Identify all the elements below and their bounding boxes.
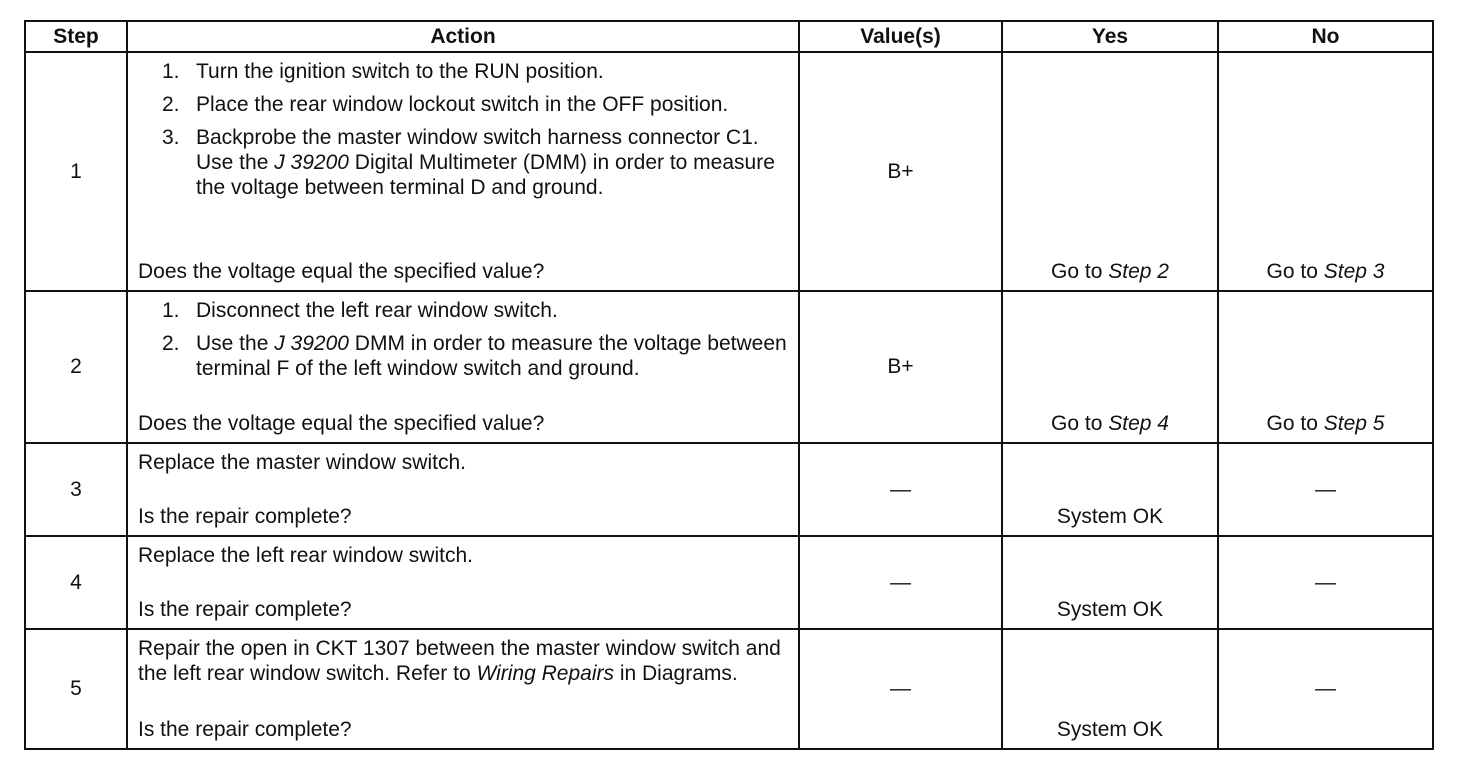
action-step: 2. Use the J 39200 DMM in order to measure the voltage between terminal F of the left window switch and ground. xyxy=(162,332,787,380)
value-cell: B+ xyxy=(799,52,1002,291)
value-cell: — xyxy=(799,629,1002,749)
action-step: 1. Turn the ignition switch to the RUN position. xyxy=(162,60,604,83)
step-number: 5 xyxy=(25,629,127,749)
no-cell: — xyxy=(1218,443,1433,536)
header-step: Step xyxy=(25,21,127,52)
step-number: 1 xyxy=(25,52,127,291)
table-row xyxy=(25,443,1433,536)
yes-cell: Go to Step 4 xyxy=(1002,291,1218,443)
action-cell xyxy=(127,629,799,749)
diagnostic-table xyxy=(24,20,1434,750)
header-values: Value(s) xyxy=(799,21,1002,52)
action-question: Is the repair complete? xyxy=(138,718,352,741)
action-step: 1. Disconnect the left rear window switch. xyxy=(162,299,558,322)
table-row xyxy=(25,52,1433,291)
no-cell: Go to Step 3 xyxy=(1218,52,1433,291)
action-cell xyxy=(127,536,799,629)
action-cell xyxy=(127,291,799,443)
no-cell: Go to Step 5 xyxy=(1218,291,1433,443)
action-text: Replace the master window switch. xyxy=(138,451,466,474)
yes-cell: System OK xyxy=(1002,536,1218,629)
step-number: 2 xyxy=(25,291,127,443)
step-number: 4 xyxy=(25,536,127,629)
action-step: 3. Backprobe the master window switch harness connector C1. Use the J 39200 Digital Multimeter (DMM) in order to measure the voltage between terminal D and ground. xyxy=(162,126,775,199)
action-question: Is the repair complete? xyxy=(138,505,352,528)
action-question: Does the voltage equal the specified value? xyxy=(138,260,545,283)
value-cell: B+ xyxy=(799,291,1002,443)
header-no: No xyxy=(1218,21,1433,52)
action-question: Is the repair complete? xyxy=(138,598,352,621)
action-step: 2. Place the rear window lockout switch in the OFF position. xyxy=(162,93,729,116)
action-text: Repair the open in CKT 1307 between the master window switch and the left rear window switch. Refer to Wiring Repairs in Diagrams. xyxy=(138,637,781,685)
header-row xyxy=(25,21,1433,52)
action-cell xyxy=(127,52,799,291)
table-row xyxy=(25,291,1433,443)
value-cell: — xyxy=(799,443,1002,536)
value-cell: — xyxy=(799,536,1002,629)
action-text: Replace the left rear window switch. xyxy=(138,544,473,567)
no-cell: — xyxy=(1218,629,1433,749)
yes-cell: Go to Step 2 xyxy=(1002,52,1218,291)
header-yes: Yes xyxy=(1002,21,1218,52)
no-cell: — xyxy=(1218,536,1433,629)
header-action: Action xyxy=(127,21,799,52)
yes-cell: System OK xyxy=(1002,629,1218,749)
action-steps xyxy=(138,298,788,381)
action-cell xyxy=(127,443,799,536)
step-number: 3 xyxy=(25,443,127,536)
yes-cell: System OK xyxy=(1002,443,1218,536)
table-row xyxy=(25,536,1433,629)
table-row xyxy=(25,629,1433,749)
action-steps xyxy=(138,59,788,200)
action-question: Does the voltage equal the specified value? xyxy=(138,412,545,435)
